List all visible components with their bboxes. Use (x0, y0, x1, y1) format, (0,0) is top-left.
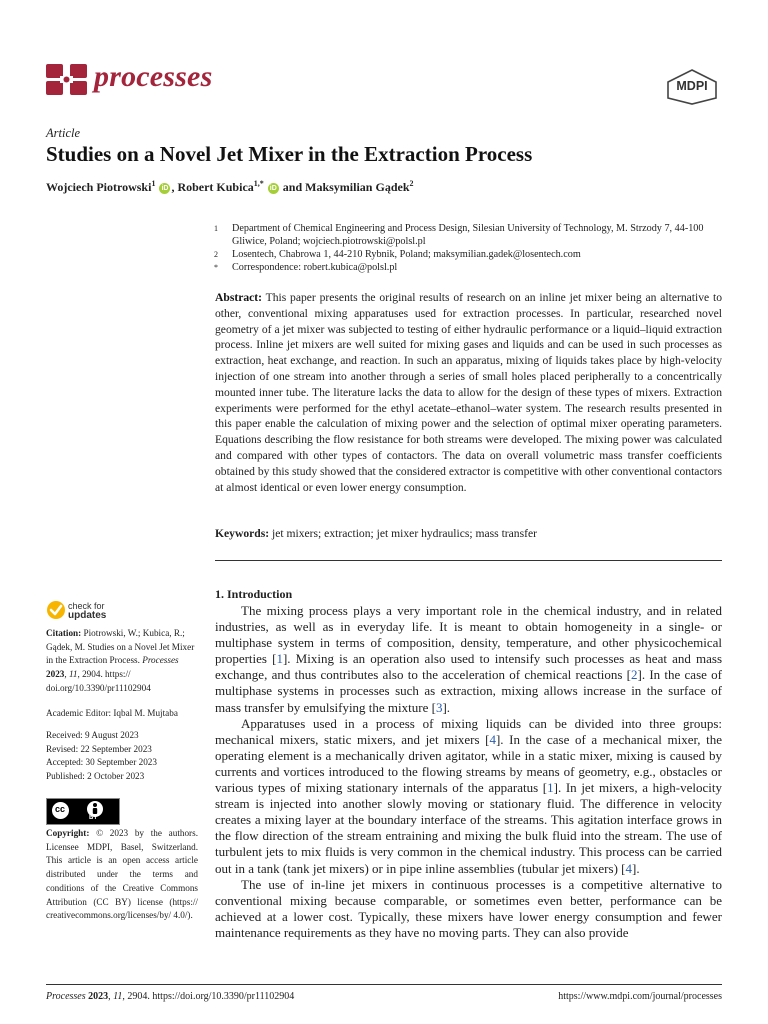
affiliation-number: 1 (214, 224, 218, 233)
dates-block (46, 729, 198, 784)
paragraph-text: The mixing process plays a very important role in the chemical industry, and in related industries, as well as in everyday life. It is meant to obtain homogeneity in a single- or multiphase system in terms of composition, density, temperature, and other physicochemical properties [ (215, 603, 722, 667)
citation-text: Piotrowski, W.; Kubica, R.; Gądek, M. Studies on a Novel Jet Mixer in the Extraction Process. (46, 628, 195, 666)
abstract (215, 290, 722, 495)
affiliation-text: Losentech, Chabrowa 1, 44-210 Rybnik, Poland; maksymilian.gadek@losentech.com (232, 249, 581, 260)
reference-link[interactable]: 1 (547, 780, 554, 796)
reference-link[interactable]: 4 (625, 860, 632, 876)
affiliation-number: 2 (214, 250, 218, 259)
check-updates-icon (46, 600, 66, 620)
author-name[interactable]: Maksymilian Gądek (305, 180, 410, 194)
body-text (215, 603, 722, 941)
received-date: Received: 9 August 2023 (46, 730, 139, 740)
accepted-date: Accepted: 30 September 2023 (46, 757, 157, 768)
check-for-updates-button[interactable] (46, 598, 196, 624)
reference-link[interactable]: 1 (276, 651, 283, 667)
author-name[interactable]: Wojciech Piotrowski (46, 180, 152, 194)
reference-link[interactable]: 3 (435, 699, 443, 715)
abstract-label: Abstract: (215, 291, 263, 304)
paragraph-text: ]. In jet mixers, a high-velocity stream is injected into another slowly moving or stationary fluid. The difference in velocity creates a mixing layer at the boundary interface of the streams. This agitation interface grows in the flow direction of the stream entraining and mixing the bulk fluid into the stream. The use of turbulent jets to mix fluids is very common in the chemical industry. This process can be carried out in a tank (tank jet mixers) or in pipe inline assemblies (tubular jet mixers) [ (215, 780, 722, 876)
check-updates-line2: updates (68, 610, 107, 621)
author-list (46, 179, 414, 195)
abstract-text: This paper presents the original results of research on an inline jet mixer being an alternative to other, conventional mixing apparatuses used for extraction processes. In particular, researched novel geometry of a jet mixer was subjected to testing of either hydraulic performance or a liquid–liquid extraction process. Inline jet mixers are well suited for mixing gases and liquids and can be used in such processes as extraction, heat exchange, and reaction. In such an apparatus, mixing of liquids takes place by high-velocity injection of one stream into another through a series of small holes placed peripherally to a concentrically mounted inner tube. The literature lacks the data to allow for the design of these types of mixers. Extraction experiments were performed for the ethyl acetate–ethanol–water system. The research results presented in this paper enable the calculation of mixing power and the selection of optimal mixer operating parameters. Equations describing the flow resistance for both streams were developed. The mixing power was calculated and compared with other types of contactors. The data on overall volumetric mass transfer coefficients obtained by this study showed that the considered extractor is competitive with other conventional contactors at almost identical or even lower energy consumption. (215, 291, 722, 494)
footer-year: 2023 (88, 991, 109, 1002)
citation-volume: 11 (68, 669, 78, 680)
orcid-icon[interactable]: iD (161, 185, 169, 192)
revised-date: Revised: 22 September 2023 (46, 743, 152, 754)
affiliation-number: * (214, 263, 218, 272)
affiliation-text: Department of Chemical Engineering and Process Design, Silesian University of Technology, M. Strzody 7, 44-100 Gliwice, Poland; wojciech.piotrowski@polsl.pl (232, 223, 704, 247)
footer-citation: Processes 2023, 11, 2904. https://doi.org/10.3390/pr11102904 (46, 991, 295, 1002)
paragraph-text: ]. (631, 860, 640, 876)
cc-icon-label: cc (54, 804, 65, 814)
paragraph-text: The use of in-line jet mixers in continuous processes is a competitive alternative to conventional mixing because comparable, or sometimes even better, performance can be achieved at a lower cost. Typically, these mixers have lower energy consumption and fewer maintenance requirements as they have no moving parts. They can also provide (215, 876, 722, 940)
footer-divider (46, 984, 722, 985)
paragraph-text: ]. (442, 699, 451, 715)
mdpi-logo (664, 68, 720, 106)
affiliation-text: Correspondence: robert.kubica@polsl.pl (232, 262, 398, 273)
citation-year: 2023 (46, 669, 65, 680)
section-heading: 1. Introduction (215, 587, 293, 601)
divider (215, 560, 722, 561)
paragraph-text: ]. Mixing is an operation also used to intensify such processes as heat and mass exchange, and thus contributes also to the acceleration of chemical reactions [ (215, 651, 723, 683)
paragraph-text: ]. In the case of a mechanical mixer, the operating element is a mechanically driven agitator, while in a static mixer, mixing is caused by currents and vortices introduced to the flowing streams by means of geometry, e.g., obstacles or various types of mixing stationary internals of the apparatus [ (215, 731, 722, 796)
copyright-text: © 2023 by the authors. Licensee MDPI, Basel, Switzerland. This article is an open access article distributed under the terms and conditions of the Creative Commons Attribution (CC BY) license (https:// creativecommons.org/licenses/by/ 4.0/). (46, 828, 198, 921)
published-date: Published: 2 October 2023 (46, 771, 145, 782)
check-updates-line1: check for (68, 601, 105, 611)
article-title: Studies on a Novel Jet Mixer in the Extraction Process (46, 142, 533, 166)
check-updates-label (68, 601, 106, 621)
citation-label: Citation: (46, 628, 82, 638)
reference-link[interactable]: 2 (631, 667, 638, 683)
citation-journal: Processes (142, 655, 179, 666)
author-affiliation-sup: 2 (409, 179, 414, 188)
keywords-text: jet mixers; extraction; jet mixer hydraulics; mass transfer (272, 527, 537, 540)
keywords-label: Keywords: (215, 527, 270, 540)
footer-doi-link[interactable]: , 2904. https://doi.org/10.3390/pr11102904 (122, 991, 295, 1002)
orcid-icon[interactable]: iD (269, 185, 277, 192)
author-separator: and (279, 180, 306, 194)
cc-icon (51, 801, 70, 820)
footer-volume: 11 (113, 991, 123, 1002)
journal-name: processes (94, 60, 213, 93)
cc-by-license-badge[interactable] (46, 798, 120, 825)
author-affiliation-sup: 1 (151, 179, 156, 188)
journal-logo-icon (46, 60, 90, 98)
reference-link[interactable]: 4 (489, 731, 496, 747)
keywords (215, 527, 722, 540)
footer-journal: Processes (46, 991, 86, 1002)
mdpi-logo-text: MDPI (676, 79, 708, 93)
author-separator: , (171, 180, 178, 194)
copyright-label: Copyright: (46, 828, 90, 838)
citation-block: Citation: Piotrowski, W.; Kubica, R.; Gądek, M. Studies on a Novel Jet Mixer in the Extraction Process. Processes 2023, 11, 2904. https:// doi.org/10.3390/pr11102904 (46, 628, 195, 693)
citation-doi-link[interactable]: doi.org/10.3390/pr11102904 (46, 682, 151, 693)
by-label: BY (89, 815, 98, 821)
intro-paragraph (215, 877, 722, 941)
footer-journal-url[interactable]: https://www.mdpi.com/journal/processes (558, 991, 722, 1002)
intro-paragraph (215, 603, 722, 716)
citation-pages: , 2904. https:// (77, 669, 131, 680)
intro-paragraph (215, 716, 722, 877)
author-affiliation-sup: 1,* (253, 179, 264, 188)
article-type: Article (46, 126, 81, 140)
academic-editor: Academic Editor: Iqbal M. Mujtaba (46, 708, 178, 718)
author-name[interactable]: Robert Kubica (177, 180, 254, 194)
paragraph-text: Apparatuses used in a process of mixing liquids can be divided into three groups: mechanical mixers, static mixers, and jet mixers [ (215, 715, 722, 747)
copyright-block (46, 827, 198, 923)
paragraph-text: ]. In the case of multiphase systems in processes such as extraction, mixing allows increase in the surface of mass transfer by emulsifying the mixture [ (215, 667, 722, 715)
